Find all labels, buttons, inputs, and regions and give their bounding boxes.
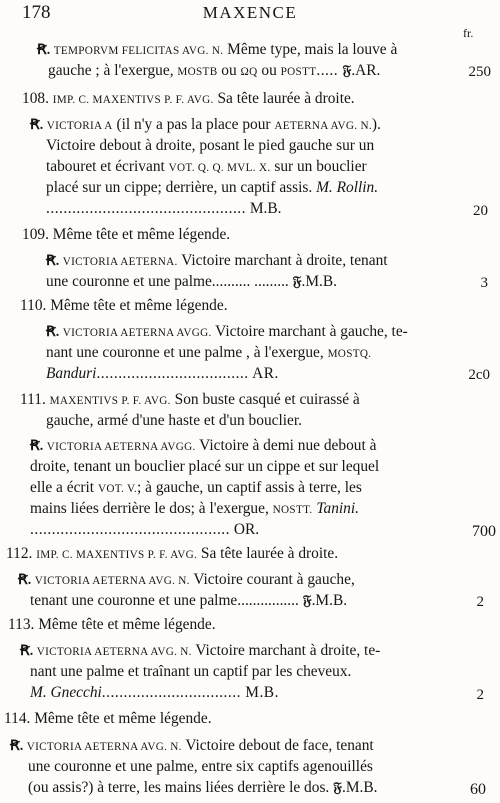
gothic-f-rarity: 𝔉	[333, 781, 343, 796]
obverse-line	[20, 391, 360, 410]
legend: VICTORIA AETERNA.	[62, 256, 178, 268]
collection: Banduri	[46, 365, 97, 382]
legend: VICTORIA AETERNA AVG. N.	[26, 741, 182, 753]
collection: M. Gnecchi	[30, 684, 102, 701]
description: Son buste casqué et cuirassé à	[170, 391, 360, 408]
legend: VICTORIA AETERNA AVGG.	[46, 441, 196, 453]
metal: M.B.	[246, 200, 282, 217]
text-line	[10, 737, 374, 756]
entry-number: 111.	[20, 391, 50, 408]
description: Victoire marchant à gauche, te-	[211, 323, 408, 340]
gothic-f-rarity: 𝔉	[292, 275, 302, 290]
legend: VOT. Q. Q. MVL. X.	[168, 162, 271, 174]
leader-dots: ..............................................	[46, 200, 246, 217]
text-line	[46, 323, 408, 342]
text-line: nant une palme et traînant un captif par les cheveux.	[30, 663, 352, 680]
reverse-symbol: Ꞧ.	[18, 573, 35, 588]
text-line	[46, 179, 378, 197]
text-line	[46, 252, 388, 271]
description: sur un bouclier	[270, 158, 367, 175]
reverse-symbol: Ꞧ.	[30, 439, 47, 454]
leader-dots: ................................... AR.	[96, 365, 279, 382]
metal: .M.B.	[301, 273, 337, 290]
text-line: Victoire debout à droite, posant le pied gauche sur un	[46, 137, 375, 154]
leader-dots: .....	[316, 62, 343, 79]
page-number: 178	[22, 2, 51, 23]
description: une couronne et une palme.......... .........	[46, 273, 293, 290]
reverse-symbol: Ꞧ.	[46, 254, 63, 269]
text-line	[28, 779, 378, 798]
leader-dots: ................................ M.B.	[101, 684, 279, 701]
legend: TEMPORVM FELICITAS AVG. N.	[53, 45, 224, 57]
price: 60	[470, 781, 486, 798]
description: ; à gauche, un captif assis à terre, les	[137, 479, 362, 496]
price: 2	[476, 594, 484, 610]
text-line	[46, 273, 337, 292]
text-line	[30, 592, 347, 611]
description: tenant une couronne et une palme................	[30, 592, 303, 609]
legend: VOT. V.	[97, 483, 138, 495]
text-line	[30, 500, 359, 519]
reverse-symbol: Ꞧ.	[20, 644, 37, 659]
price: 3	[480, 275, 488, 291]
description: Sa tête laurée à droite.	[213, 90, 355, 107]
exergue-mark: POSTT	[280, 66, 317, 78]
reverse-symbol: Ꞧ.	[37, 43, 54, 58]
reverse-symbol: Ꞧ.	[10, 739, 27, 754]
price: 2	[476, 687, 484, 703]
description: Victoire courant à gauche,	[189, 571, 355, 588]
obverse-line	[6, 545, 338, 564]
metal: .M.B.	[342, 779, 378, 796]
legend: IMP. C. MAXENTIVS P. F. AVG.	[52, 94, 214, 106]
description: (il n'y a pas la place pour	[112, 116, 275, 133]
description: gauche ; à l'exergue,	[48, 62, 178, 79]
price: 2c0	[468, 367, 490, 383]
obverse-line: 109. Même tête et même légende.	[22, 226, 231, 243]
obverse-line: 114. Même tête et même légende.	[4, 710, 212, 727]
obverse-line: 110. Même tête et même légende.	[20, 297, 228, 314]
gothic-f-rarity: 𝔉	[302, 594, 312, 609]
conj: ou	[257, 62, 281, 79]
obverse-line	[22, 90, 355, 109]
description: Même type, mais la louve à	[223, 41, 398, 58]
price: 20	[473, 203, 488, 219]
legend: VICTORIA AETERNA AVGG.	[62, 327, 212, 339]
text-line	[46, 158, 367, 177]
metal: .AR.	[351, 62, 381, 79]
price: 700	[472, 523, 496, 540]
entry-number: 108.	[22, 90, 53, 107]
legend: VICTORIA AETERNA AVG. N.	[36, 646, 192, 658]
description: Victoire debout de face, tenant	[181, 737, 374, 754]
price: 250	[468, 64, 491, 80]
legend: VICTORIA AETERNA AVG. N.	[34, 575, 190, 587]
reverse-symbol: Ꞧ.	[30, 118, 47, 133]
text-line	[30, 479, 362, 498]
text-line	[46, 344, 371, 363]
gothic-f-rarity: 𝔉	[342, 64, 352, 79]
text-line: gauche, armé d'une haste et d'un bouclier.	[46, 412, 302, 429]
text-line: droite, tenant un bouclier placé sur un cippe et sur lequel	[30, 458, 380, 475]
exergue-mark: ΩQ	[240, 66, 258, 78]
price-column-label: fr.	[463, 26, 474, 40]
collection: M. Rollin.	[316, 179, 379, 196]
entry-number: 112.	[6, 545, 37, 562]
text-line	[30, 437, 376, 456]
reverse-symbol: Ꞧ.	[46, 325, 63, 340]
exergue-mark: MOSTQ.	[327, 348, 372, 360]
metal: OR.	[230, 521, 260, 538]
text-line	[48, 62, 380, 81]
running-title: MAXENCE	[202, 3, 298, 22]
description: Sa tête laurée à droite.	[197, 545, 339, 562]
conj: ou	[217, 62, 241, 79]
text-line	[18, 571, 355, 590]
legend: AETERNA AVG. N.	[274, 120, 372, 132]
description: mains liées derrière le dos; à l'exergue,	[30, 500, 273, 517]
text-line	[30, 684, 279, 702]
text-line	[20, 642, 380, 661]
description: elle a écrit	[30, 479, 98, 496]
text-line	[30, 521, 259, 539]
description: (ou assis?) à terre, les mains liées derrière le dos.	[28, 779, 334, 796]
exergue-mark: NOSTT.	[272, 504, 313, 516]
legend: IMP. C. MAXENTIVS P. F. AVG.	[36, 549, 198, 561]
legend: MAXENTIVS P. F. AVG.	[49, 395, 171, 407]
punct: ).	[371, 116, 381, 133]
collection: Tanini.	[312, 500, 359, 517]
description: nant une couronne et une palme , à l'exergue,	[46, 344, 328, 361]
description: Victoire marchant à droite, te-	[191, 642, 381, 659]
exergue-mark: MOSTB	[177, 66, 218, 78]
text-line	[30, 116, 381, 135]
legend: VICTORIA A	[46, 120, 113, 132]
description: Victoire à demi nue debout à	[195, 437, 377, 454]
description: Victoire marchant à droite, tenant	[177, 252, 388, 269]
metal: .M.B.	[311, 592, 348, 609]
text-line: une couronne et une palme, entre six captifs agenouillés	[28, 758, 373, 775]
description: placé sur un cippe; derrière, un captif assis.	[46, 179, 317, 196]
text-line	[37, 41, 397, 60]
text-line	[46, 200, 282, 218]
leader-dots: ..............................................	[30, 521, 230, 538]
description: tabouret et écrivant	[46, 158, 169, 175]
obverse-line: 113. Même tête et même légende.	[8, 616, 216, 633]
text-line	[46, 365, 279, 383]
